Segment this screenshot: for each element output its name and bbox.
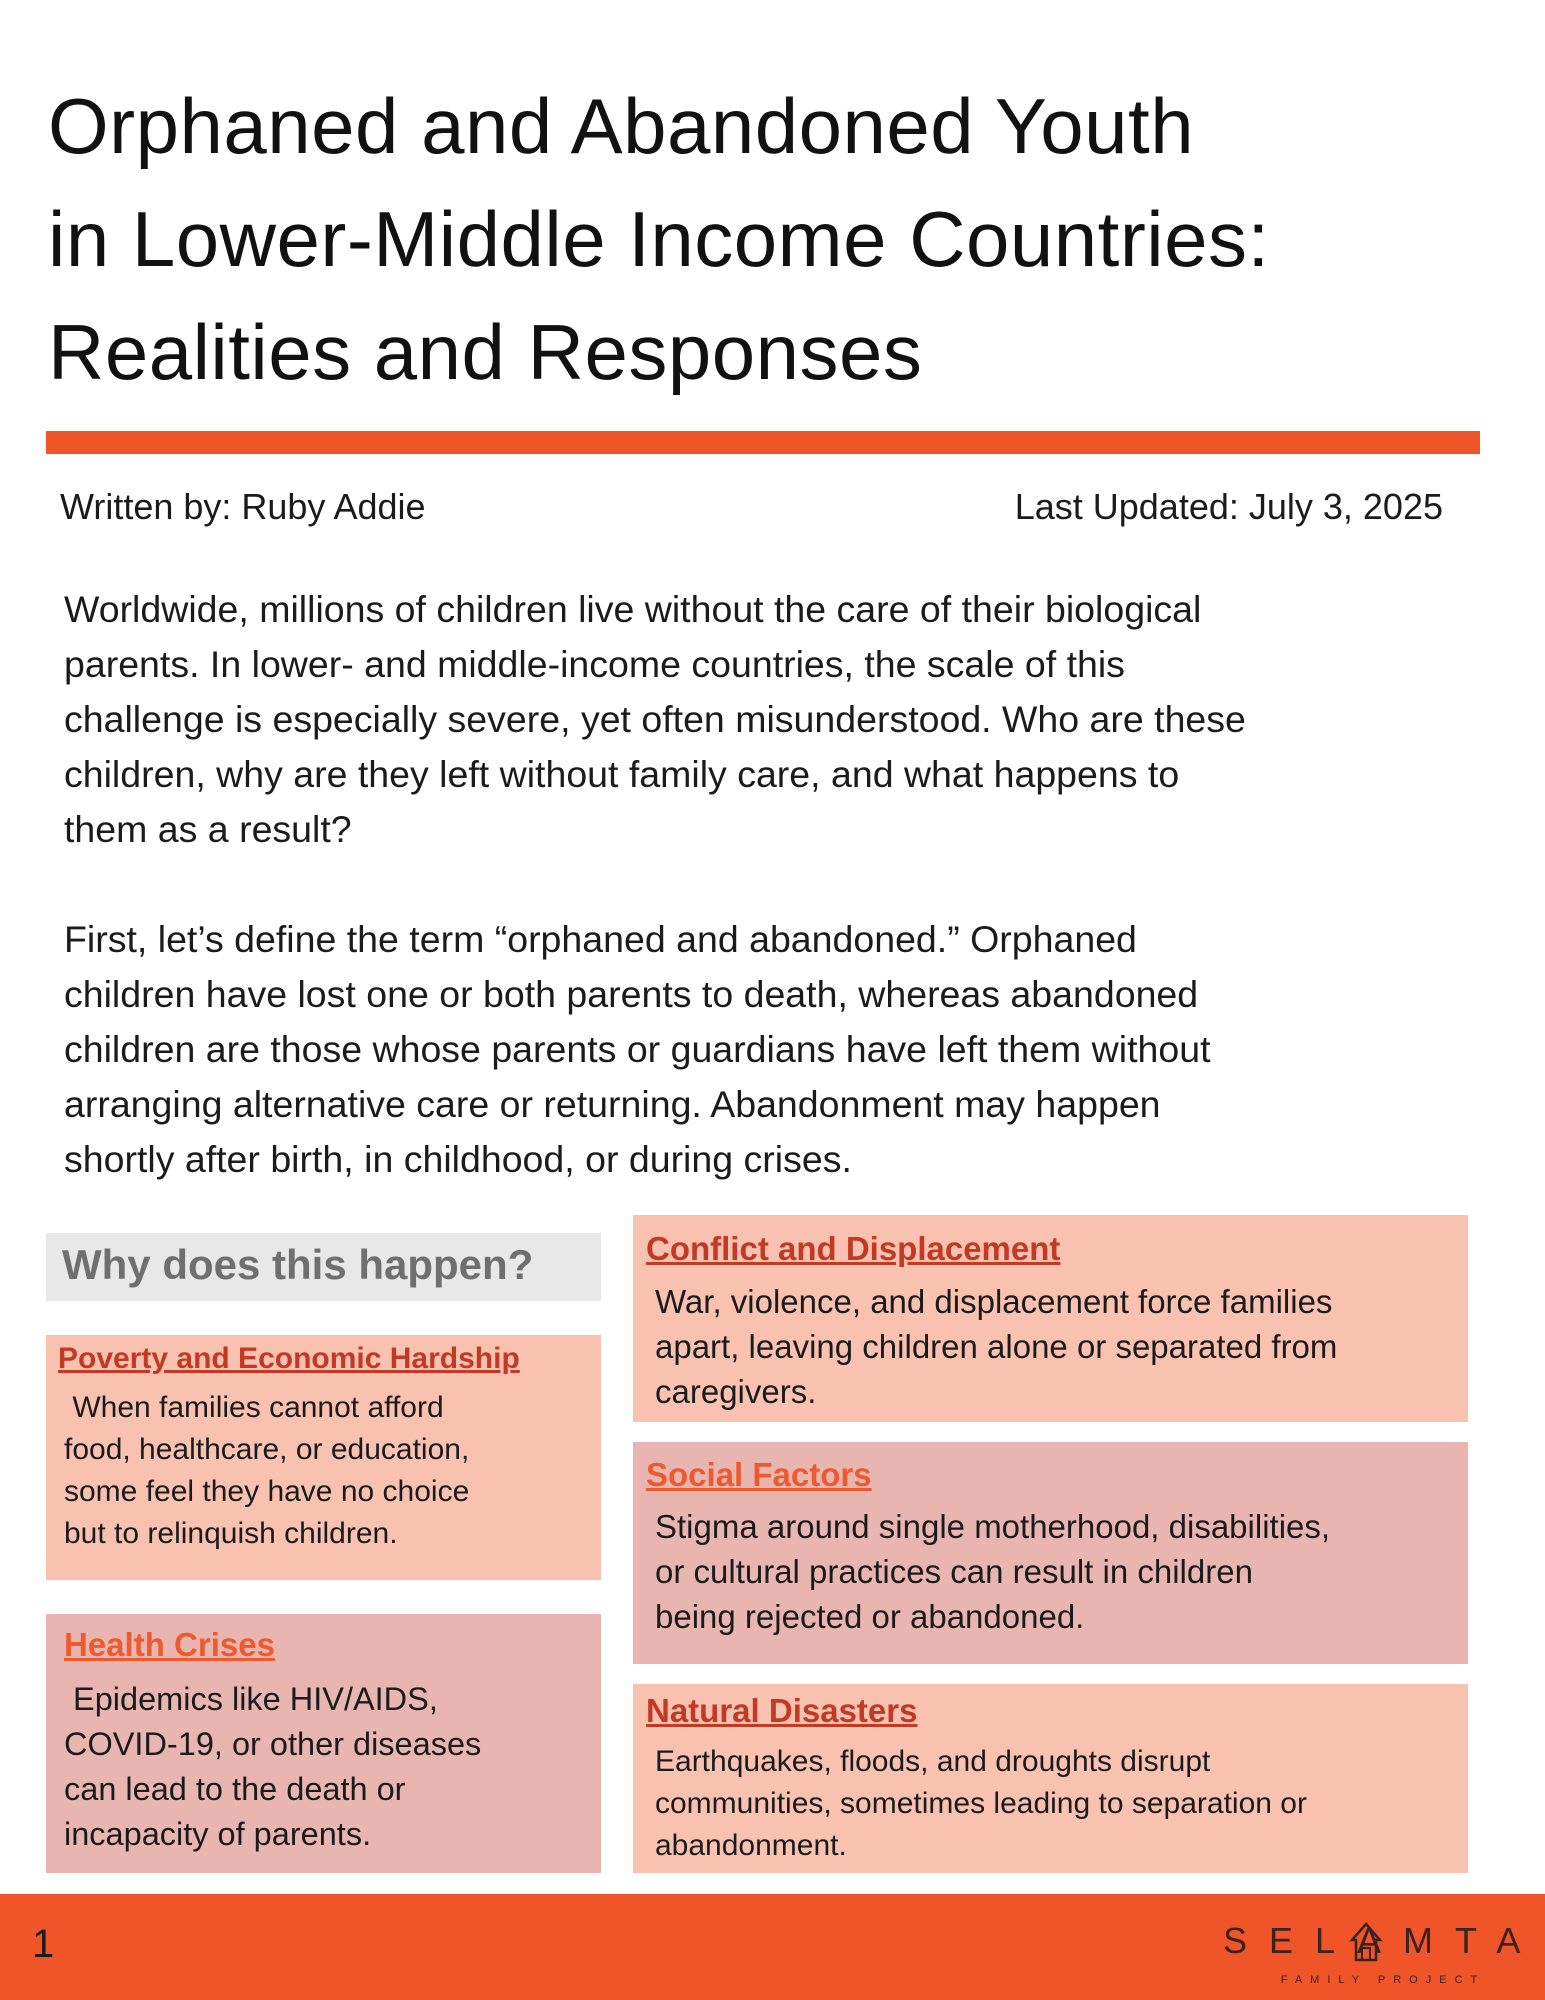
card-poverty-title: Poverty and Economic Hardship — [58, 1342, 520, 1375]
last-updated: Last Updated: July 3, 2025 — [1014, 486, 1443, 527]
text-line: caregivers. — [655, 1373, 817, 1410]
text-line: Earthquakes, floods, and droughts disrupt — [655, 1745, 1211, 1778]
title-line: Realities and Responses — [48, 308, 923, 396]
card-conflict-title: Conflict and Displacement — [646, 1230, 1061, 1267]
page-title — [48, 70, 1488, 409]
logo-wordmark: SELAMTA — [1223, 1920, 1543, 1961]
definition-paragraph — [64, 912, 1484, 1187]
intro-paragraph — [64, 582, 1484, 857]
text-line: children are those whose parents or guardians have left them without — [64, 1028, 1211, 1070]
text-line: children, why are they left without family care, and what happens to — [64, 753, 1180, 795]
why-heading: Why does this happen? — [62, 1241, 534, 1288]
card-natural-title: Natural Disasters — [646, 1692, 918, 1729]
author-byline: Written by: Ruby Addie — [60, 486, 426, 527]
card-poverty-body — [64, 1387, 469, 1555]
card-social-body — [655, 1504, 1330, 1639]
card-health-title: Health Crises — [64, 1626, 275, 1663]
house-icon — [1349, 1920, 1383, 1964]
selamta-logo — [1223, 1920, 1543, 1990]
text-line: arranging alternative care or returning. Abandonment may happen — [64, 1083, 1161, 1125]
card-natural-body — [655, 1741, 1307, 1867]
card-health — [46, 1614, 601, 1873]
card-social-title: Social Factors — [646, 1456, 872, 1493]
text-line: abandonment. — [655, 1829, 847, 1862]
text-line: First, let’s define the term “orphaned and abandoned.” Orphaned — [64, 918, 1137, 960]
text-line: COVID-19, or other diseases — [64, 1726, 482, 1762]
text-line: challenge is especially severe, yet often misunderstood. Who are these — [64, 698, 1246, 740]
text-line: Worldwide, millions of children live without the care of their biological — [64, 588, 1202, 630]
text-line: communities, sometimes leading to separation or — [655, 1787, 1307, 1820]
title-line: in Lower-Middle Income Countries: — [48, 195, 1270, 283]
why-heading-box — [46, 1233, 601, 1301]
text-line: but to relinquish children. — [64, 1517, 398, 1550]
text-line: children have lost one or both parents to death, whereas abandoned — [64, 973, 1199, 1015]
card-conflict-body — [655, 1279, 1337, 1414]
text-line: some feel they have no choice — [64, 1475, 470, 1508]
card-conflict — [633, 1215, 1468, 1422]
text-line: being rejected or abandoned. — [655, 1598, 1085, 1635]
card-health-body — [64, 1677, 481, 1857]
card-natural — [633, 1684, 1468, 1873]
page-number: 1 — [32, 1922, 55, 1966]
title-line: Orphaned and Abandoned Youth — [48, 82, 1195, 170]
card-poverty — [46, 1335, 601, 1580]
text-line: parents. In lower- and middle-income countries, the scale of this — [64, 643, 1125, 685]
text-line: When families cannot afford — [64, 1391, 444, 1424]
text-line: War, violence, and displacement force families — [655, 1283, 1333, 1320]
logo-subtitle: FAMILY PROJECT — [1280, 1974, 1486, 1986]
text-line: Stigma around single motherhood, disabilities, — [655, 1508, 1331, 1545]
card-social — [633, 1442, 1468, 1664]
page-footer — [0, 1894, 1545, 2000]
text-line: Epidemics like HIV/AIDS, — [64, 1681, 438, 1717]
text-line: apart, leaving children alone or separated from — [655, 1328, 1338, 1365]
text-line: food, healthcare, or education, — [64, 1433, 470, 1466]
text-line: shortly after birth, in childhood, or during crises. — [64, 1138, 852, 1180]
text-line: incapacity of parents. — [64, 1816, 372, 1852]
text-line: can lead to the death or — [64, 1771, 406, 1807]
title-divider — [46, 431, 1480, 454]
text-line: or cultural practices can result in children — [655, 1553, 1253, 1590]
text-line: them as a result? — [64, 808, 352, 850]
